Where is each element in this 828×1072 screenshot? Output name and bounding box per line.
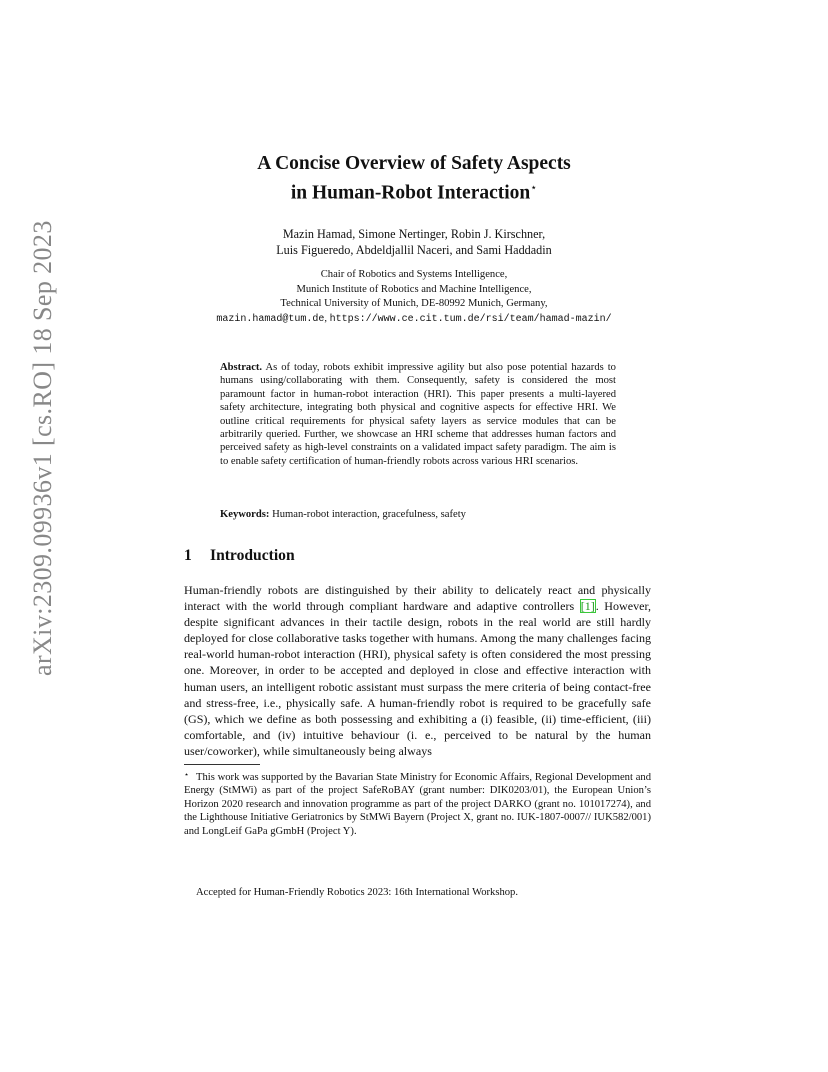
footnote-mark: ⋆ — [184, 770, 190, 779]
section-number: 1 — [184, 547, 192, 564]
affiliation-line-1: Chair of Robotics and Systems Intelligence, — [320, 269, 508, 280]
citation-link[interactable]: [1] — [580, 599, 595, 614]
title-footnote-mark[interactable]: ⋆ — [530, 182, 538, 194]
abstract-text: As of today, robots exhibit impressive agility but also pose potential hazards to humans using/collaborating with them. Consequently, safety is considered the most paramount factor in human-robot interaction (HRI). This paper presents a multi-layered safety architecture, integrating both physical and cognitive aspects for effective HRI. We outline critical requirements for physical safety layers as service modules that can be arbitrarily queried. Further, we showcase an HRI scheme that addresses human factors and perceived safety as high-level constraints on a validated impact safety paradigm. The aim is to enable safety certification of human-friendly robots across various HRI scenarios. — [220, 362, 616, 467]
abstract — [220, 361, 616, 468]
authors-line-2: Luis Figueredo, Abdeldjallil Naceri, and Sami Haddadin — [276, 243, 552, 257]
section-heading-introduction — [184, 546, 295, 566]
author-email-link[interactable]: mazin.hamad@tum.de — [216, 313, 325, 325]
paragraph-text-2: . However, despite significant advances in their tactile design, robots in the real world are still hardly deployed for close collaborative tasks together with humans. Among the many challenges facing real-world human-robot interaction (HRI), physical safety is often considered the most pressing one. Moreover, in order to be accepted and deployed in close and effective interaction with human users, an intelligent robotic assistant must surpass the mere criteria of being contact-free and stress-free, i.e., physically safe. A human-friendly robot is required to be gracefully safe (GS), which we define as both possessing and exhibiting a (i) feasible, (ii) time-efficient, (iii) comfortable, and (iv) intuitive behaviour (i. e., perceived to be natural by the human user/coworker), while simultaneously being always — [184, 599, 651, 758]
arxiv-identifier-stamp: arXiv:2309.09936v1 [cs.RO] 18 Sep 2023 — [28, 220, 57, 676]
footnote-text: This work was supported by the Bavarian State Ministry for Economic Affairs, Regional Development and Energy (StMWi) as part of the project SafeRoBAY (grant number: DIK0203/01), the European Union’s Horizon 2020 research and innovation programme as part of the project DARKO (grant no. 101017274), and the Lighthouse Initiative Geriatronics by StMWi Bayern (Project X, grant no. IUK-1807-0007// IUK582/001) and LongLeif GaPa gGmbH (Project Y). — [184, 772, 651, 837]
paper-title — [0, 152, 828, 206]
introduction-paragraph — [184, 582, 651, 759]
contact-line — [0, 312, 828, 328]
footnote-rule — [184, 764, 260, 765]
affiliation-block — [0, 268, 828, 327]
author-list — [0, 226, 828, 258]
keywords-label: Keywords: — [220, 509, 270, 520]
keywords-text: Human-robot interaction, gracefulness, safety — [272, 509, 466, 520]
author-homepage-link[interactable]: https://www.ce.cit.tum.de/rsi/team/hamad-mazin/ — [329, 313, 612, 325]
section-title: Introduction — [210, 547, 295, 564]
title-line-2 — [0, 176, 828, 206]
title-line-1: A Concise Overview of Safety Aspects — [257, 153, 571, 174]
title-line-2-text: in Human-Robot Interaction — [290, 182, 531, 204]
authors-line-1: Mazin Hamad, Simone Nertinger, Robin J. Kirschner, — [282, 227, 546, 241]
affiliation-line-3: Technical University of Munich, DE-80992 Munich, Germany, — [280, 298, 548, 310]
keywords — [220, 508, 616, 522]
acceptance-note: Accepted for Human-Friendly Robotics 2023: 16th International Workshop. — [196, 887, 518, 898]
footnote — [184, 768, 651, 838]
contact-separator: , — [324, 312, 330, 324]
affiliation-line-2: Munich Institute of Robotics and Machine Intelligence, — [296, 283, 532, 295]
abstract-label: Abstract. — [220, 362, 263, 373]
paragraph-text-1: Human-friendly robots are distinguished by their ability to delicately react and physically interact with the world through compliant hardware and adaptive controllers — [184, 583, 651, 614]
